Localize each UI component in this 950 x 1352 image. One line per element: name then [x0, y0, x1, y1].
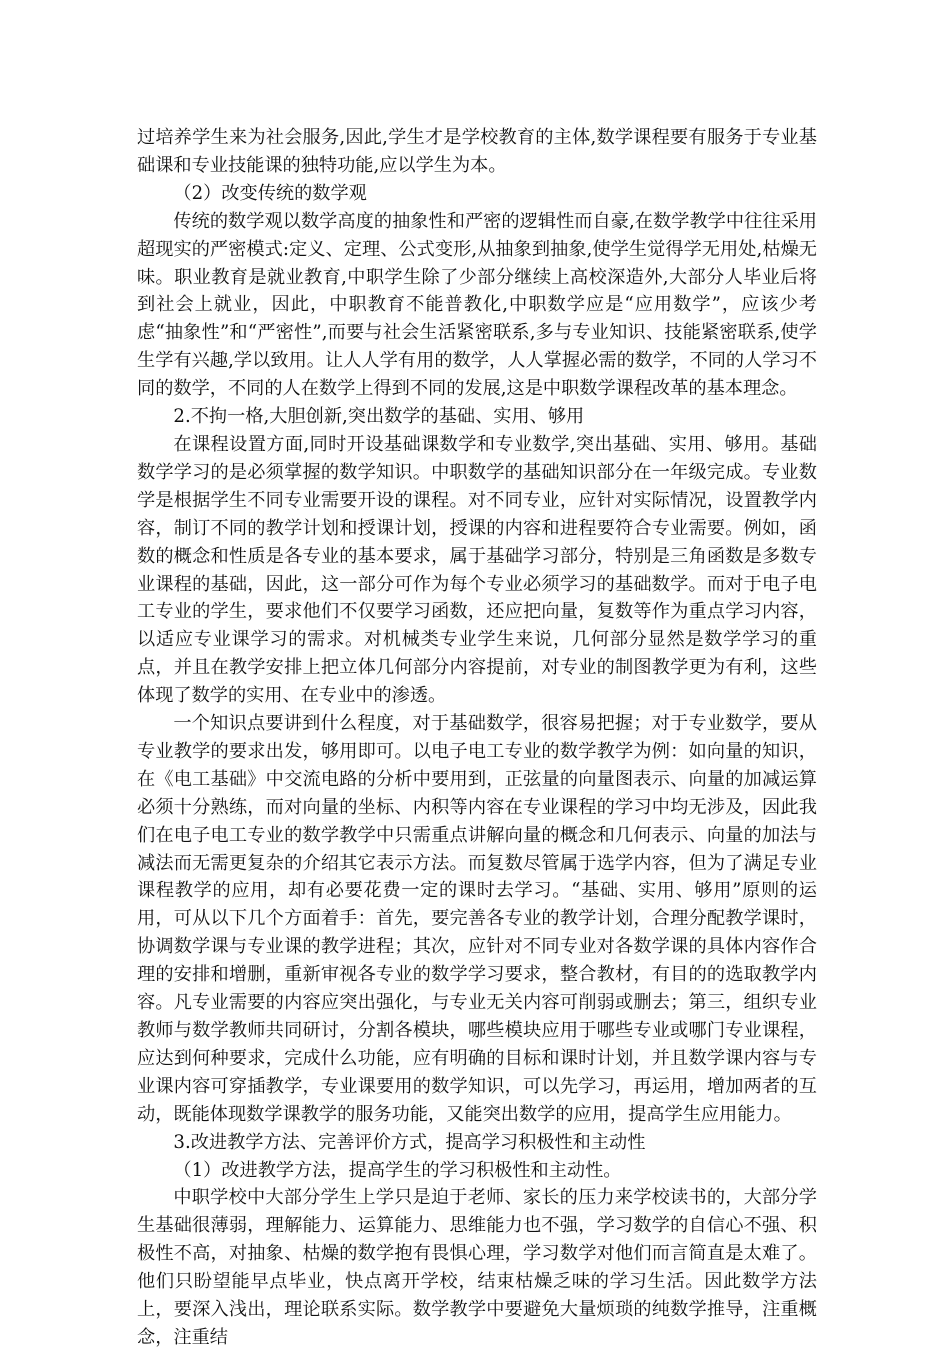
body-text: [137, 124, 817, 1352]
paragraph-curriculum-setting: 在课程设置方面,同时开设基础课数学和专业数学,突出基础、实用、够用。基础数学学习的是必须掌握的数学知识。中职数学的基础知识部分在一年级完成。专业数学是根据学生不同专业需要开设的课程。对不同专业，应针对实际情况，设置教学内容，制订不同的教学计划和授课计划，授课的内容和进程要符合专业需要。例如，函数的概念和性质是各专业的基本要求，属于基础学习部分，特别是三角函数是多数专业课程的基础，因此，这一部分可作为每个专业必须学习的基础数学。而对于电子电工专业的学生，要求他们不仅要学习函数，还应把向量，复数等作为重点学习内容，以适应专业课学习的需求。对机械类专业学生来说，几何部分显然是数学学习的重点，并且在教学安排上把立体几何部分内容提前，对专业的制图教学更为有利，这些体现了数学的实用、在专业中的渗透。: [137, 433, 817, 707]
paragraph-traditional-math-view: 传统的数学观以数学高度的抽象性和严密的逻辑性而自豪,在数学教学中往往采用超现实的严密模式:定义、定理、公式变形,从抽象到抽象,使学生觉得学无用处,枯燥无味。职业教育是就业教育,中职学生除了少部分继续上高校深造外,大部分人毕业后将到社会上就业，因此，中职教育不能普教化,中职数学应是“应用数学”，应该少考虑“抽象性”和“严密性”,而要与社会生活紧密联系,多与专业知识、技能紧密联系,使学生学有兴趣,学以致用。让人人学有用的数学，人人掌握必需的数学，不同的人学习不同的数学，不同的人在数学上得到不同的发展,这是中职数学课程改革的基本理念。: [137, 210, 817, 400]
subheading-improve-teaching: （1）改进教学方法，提高学生的学习积极性和主动性。: [173, 1159, 622, 1181]
paragraph-continuation: 过培养学生来为社会服务,因此,学生才是学校教育的主体,数学课程要有服务于专业基础课和专业技能课的独特功能,应以学生为本。: [137, 127, 817, 176]
heading-section-2: 2.不拘一格,大胆创新,突出数学的基础、实用、够用: [173, 406, 585, 428]
paragraph-knowledge-depth: 一个知识点要讲到什么程度，对于基础数学，很容易把握；对于专业数学，要从专业教学的要求出发，够用即可。以电子电工专业的数学教学为例：如向量的知识，在《电工基础》中交流电路的分析中要用到，正弦量的向量图表示、向量的加减运算必须十分熟练，而对向量的坐标、内积等内容在专业课程的学习中均无涉及，因此我们在电子电工专业的数学教学中只需重点讲解向量的概念和几何表示、向量的加法与减法而无需更复杂的介绍其它表示方法。而复数尽管属于选学内容，但为了满足专业课程教学的应用，却有必要花费一定的课时去学习。“基础、实用、够用”原则的运用，可从以下几个方面着手：首先，要完善各专业的教学计划，合理分配教学课时，协调数学课与专业课的教学进程；其次，应针对不同专业对各数学课的具体内容作合理的安排和增删，重新审视各专业的数学学习要求，整合教材，有目的的选取教学内容。凡专业需要的内容应突出强化，与专业无关内容可削弱或删去；第三，组织专业教师与数学教师共同研讨，分割各模块，哪些模块应用于哪些专业或哪门专业课程，应达到何种要求，完成什么功能，应有明确的目标和课时计划，并且数学课内容与专业课内容可穿插教学，专业课要用的数学知识，可以先学习，再运用，增加两者的互动，既能体现数学课教学的服务功能，又能突出数学的应用，提高学生应用能力。: [137, 713, 817, 1125]
heading-section-3: 3.改进教学方法、完善评价方式，提高学习积极性和主动性: [173, 1131, 646, 1153]
paragraph-student-situation: 中职学校中大部分学生上学只是迫于老师、家长的压力来学校读书的，大部分学生基础很薄弱，理解能力、运算能力、思维能力也不强，学习数学的自信心不强、积极性不高，对抽象、枯燥的数学抱有畏惧心理，学习数学对他们而言简直是太难了。他们只盼望能早点毕业，快点离开学校，结束枯燥乏味的学习生活。因此数学方法上，要深入浅出，理论联系实际。数学教学中要避免大量烦琐的纯数学推导，注重概念，注重结: [137, 1187, 817, 1348]
subheading-change-math-view: （2）改变传统的数学观: [173, 182, 367, 204]
